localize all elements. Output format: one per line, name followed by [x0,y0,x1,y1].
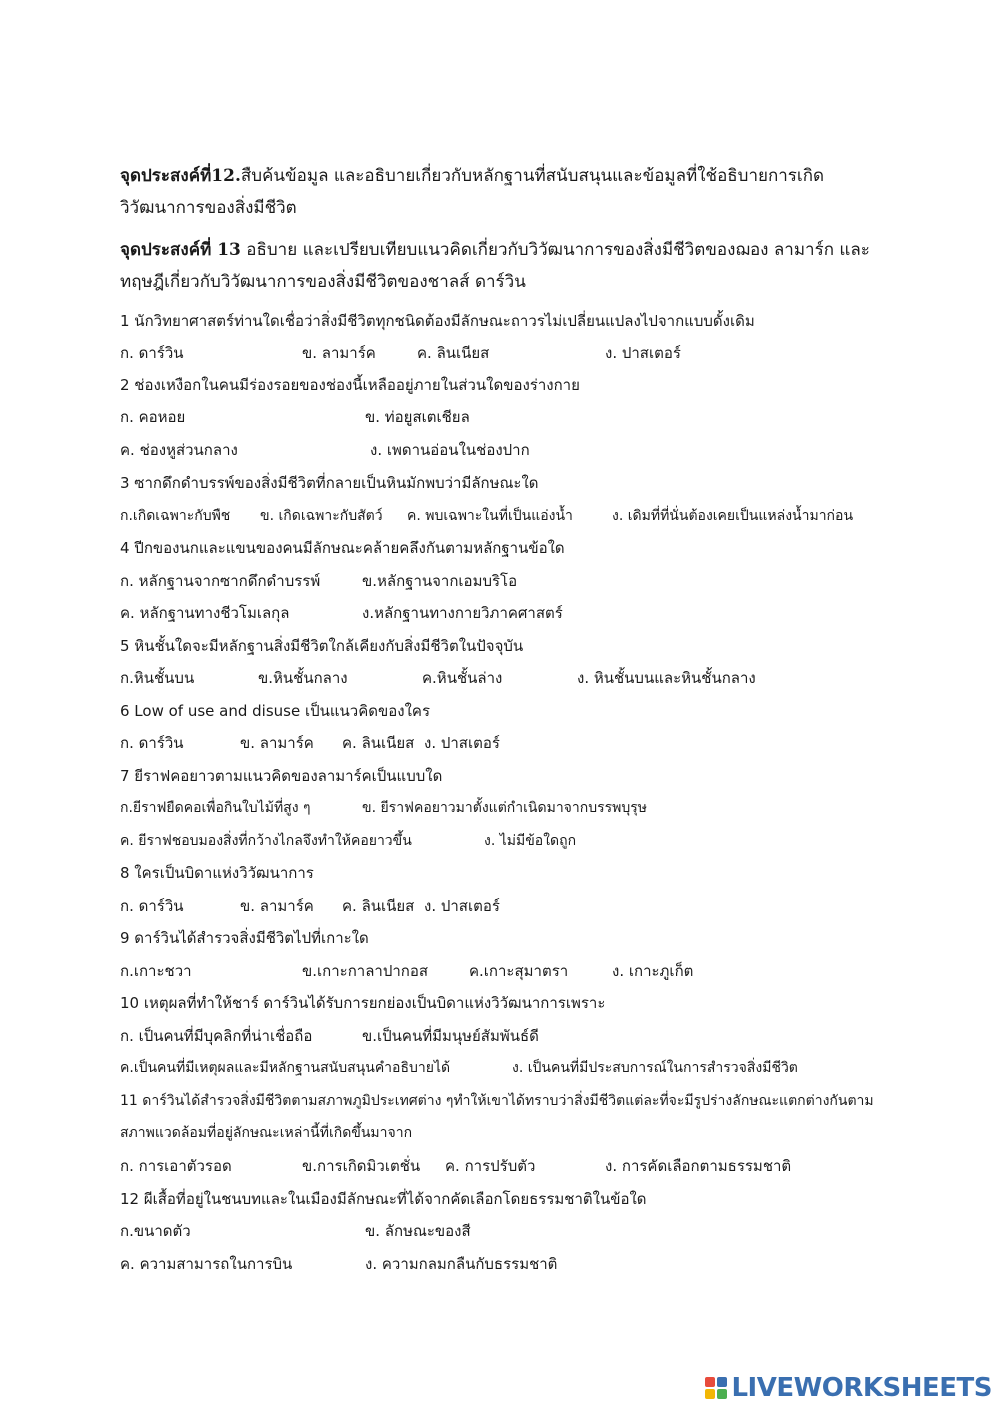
option[interactable]: ก. การเอาตัวรอด [120,1157,232,1175]
option[interactable]: ง. เป็นคนที่มีประสบการณ์ในการสำรวจสิ่งมีชีวิต [512,1060,798,1076]
option[interactable]: ง. การคัดเลือกตามธรรมชาติ [605,1157,792,1175]
question-12-options [120,1216,880,1246]
option[interactable]: ก. ดาร์วิน [120,734,184,752]
option[interactable]: ข. ยีราฟคอยาวมาตั้งแต่กำเนิดมาจากบรรพบุรุษ [362,800,648,816]
option[interactable]: ก.หินชั้นบน [120,669,195,687]
liveworksheets-logo [705,1373,992,1403]
option[interactable]: ก. หลักฐานจากซากดึกดำบรรพ์ [120,572,321,590]
option[interactable]: ค. หลักฐานทางชีวโมเลกุล [120,604,290,622]
question-6-options [120,728,880,758]
option[interactable]: ก.เกาะชวา [120,962,192,980]
option[interactable]: ง. ไม่มีข้อใดถูก [484,833,577,849]
question-10-text: 10 เหตุผลที่ทำให้ชาร์ ดาร์วินได้รับการยกย่องเป็นบิดาแห่งวิวัฒนาการเพราะ [120,994,606,1012]
option[interactable]: ก.ขนาดตัว [120,1222,191,1240]
question-3-options [120,501,880,531]
question-4-options [120,566,880,596]
objective-lead: จุดประสงค์ที่ 13 [120,240,241,260]
option[interactable]: ข.เกาะกาลาปากอส [302,962,429,980]
question-10-options [120,1021,880,1051]
objective-text: สืบค้นข้อมูล และอธิบายเกี่ยวกับหลักฐานที่สนับสนุนและข้อมูลที่ใช้อธิบายการเกิดวิวัฒนาการของสิ่งมีชีวิต [120,166,825,218]
option[interactable]: ค. ลินเนียส [417,344,490,362]
option[interactable]: ข.เป็นคนที่มีมนุษย์สัมพันธ์ดี [362,1027,539,1045]
question-9-options [120,956,880,986]
question-6-text: 6 Low of use and disuse เป็นแนวคิดของใคร [120,702,430,720]
option[interactable]: ก. คอหอย [120,408,186,426]
option[interactable]: ก.เกิดเฉพาะกับพืช [120,508,231,524]
option[interactable]: ค.เป็นคนที่มีเหตุผลและมีหลักฐานสนับสนุนคำอธิบายได้ [120,1060,451,1076]
option[interactable]: ข. ลักษณะของสี [365,1222,471,1240]
question-8-text: 8 ใครเป็นบิดาแห่งวิวัฒนาการ [120,864,314,882]
option[interactable]: ข. เกิดเฉพาะกับสัตว์ [260,508,383,524]
question-12-text: 12 ผีเสื้อที่อยู่ในชนบทและในเมืองมีลักษณะที่ได้จากคัดเลือกโดยธรรมชาติในข้อใด [120,1190,647,1208]
logo-text: LIVEWORKSHEETS [731,1373,992,1403]
option[interactable]: ค. ช่องหูส่วนกลาง [120,441,238,459]
objective-text: อธิบาย และเปรียบเทียบแนวคิดเกี่ยวกับวิวัฒนาการของสิ่งมีชีวิตของฌอง ลามาร์ก และทฤษฎีเกี่ยวกับวิวัฒนาการของสิ่งมีชีวิตของชาลส์ ดาร์วิน [120,240,870,292]
question-3-text: 3 ซากดึกดำบรรพ์ของสิ่งมีชีวิตที่กลายเป็นหินมักพบว่ามีลักษณะใด [120,474,539,492]
option[interactable]: ค.หินชั้นล่าง [422,669,503,687]
question-5-text: 5 หินชั้นใดจะมีหลักฐานสิ่งมีชีวิตใกล้เคียงกับสิ่งมีชีวิตในปัจจุบัน [120,637,524,655]
question-2-text: 2 ช่องเหงือกในคนมีร่องรอยของช่องนี้เหลืออยู่ภายในส่วนใดของร่างกาย [120,376,580,394]
option[interactable]: ง. หินชั้นบนและหินชั้นกลาง [577,669,756,687]
question-2-options [120,435,880,465]
objective-lead: จุดประสงค์ที่12. [120,166,241,186]
question-2-options [120,402,880,432]
option[interactable]: ง. เกาะภูเก็ต [612,962,694,980]
option[interactable]: ค. ความสามารถในการบิน [120,1255,293,1273]
question-10-options [120,1053,880,1083]
objective-12 [120,160,880,224]
option[interactable]: ก. ดาร์วิน [120,344,184,362]
question-7-options [120,793,880,823]
option[interactable]: ค. การปรับตัว [445,1157,536,1175]
question-11-text: 11 ดาร์วินได้สำรวจสิ่งมีชีวิตตามสภาพภูมิประเทศต่าง ๆทำให้เขาได้ทราบว่าสิ่งมีชีวิตแต่ละที่จะมีรูปร่างลักษณะแตกต่างกันตามสภาพแวดล้อมที่อยู่ลักษณะเหล่านี้ที่เกิดขึ้นมาจาก [120,1093,874,1141]
option[interactable]: ง. ปาสเตอร์ [424,734,500,752]
option[interactable]: ข. ลามาร์ค [240,897,314,915]
option[interactable]: ค.เกาะสุมาตรา [469,962,569,980]
option[interactable]: ง. เดิมที่ที่นั่นต้องเคยเป็นแหล่งน้ำมาก่อน [612,508,854,524]
question-8-options [120,891,880,921]
option[interactable]: ก. เป็นคนที่มีบุคลิกที่น่าเชื่อถือ [120,1027,313,1045]
question-7-text: 7 ยีราฟคอยาวตามแนวคิดของลามาร์คเป็นแบบใด [120,767,443,785]
option[interactable]: ข.หินชั้นกลาง [258,669,348,687]
option[interactable]: ง.หลักฐานทางกายวิภาคศาสตร์ [362,604,563,622]
option[interactable]: ข. ลามาร์ค [302,344,376,362]
option[interactable]: ก.ยีราฟยืดคอเพื่อกินใบไม้ที่สูง ๆ [120,800,311,816]
option[interactable]: ง. ปาสเตอร์ [605,344,681,362]
option[interactable]: ก. ดาร์วิน [120,897,184,915]
objective-13 [120,234,880,298]
question-4-text: 4 ปีกของนกและแขนของคนมีลักษณะคล้ายคลึงกันตามหลักฐานข้อใด [120,539,565,557]
option[interactable]: ข. ท่อยูสเตเชียล [365,408,470,426]
option[interactable]: ข.การเกิดมิวเตชั่น [302,1157,421,1175]
question-4-options [120,598,880,628]
question-7-options [120,826,880,856]
option[interactable]: ง. เพดานอ่อนในช่องปาก [370,441,530,459]
option[interactable]: ง. ความกลมกลืนกับธรรมชาติ [365,1255,558,1273]
option[interactable]: ค. ลินเนียส [342,734,415,752]
option[interactable]: ข.หลักฐานจากเอมบริโอ [362,572,518,590]
question-9-text: 9 ดาร์วินได้สำรวจสิ่งมีชีวิตไปที่เกาะใด [120,929,369,947]
option[interactable]: ค. ยีราฟชอบมองสิ่งที่กว้างไกลจึงทำให้คอยาวขึ้น [120,833,412,849]
question-5-options [120,663,880,693]
option[interactable]: ง. ปาสเตอร์ [424,897,500,915]
question-11-options [120,1151,880,1181]
logo-mark-icon [705,1377,727,1399]
question-1-text: 1 นักวิทยาศาสตร์ท่านใดเชื่อว่าสิ่งมีชีวิตทุกชนิดต้องมีลักษณะถาวรไม่เปลี่ยนแปลงไปจากแบบดั้งเดิม [120,312,755,330]
question-1-options [120,338,880,368]
option[interactable]: ค. ลินเนียส [342,897,415,915]
question-12-options [120,1249,880,1279]
option[interactable]: ค. พบเฉพาะในที่เป็นแอ่งน้ำ [407,508,573,524]
option[interactable]: ข. ลามาร์ค [240,734,314,752]
